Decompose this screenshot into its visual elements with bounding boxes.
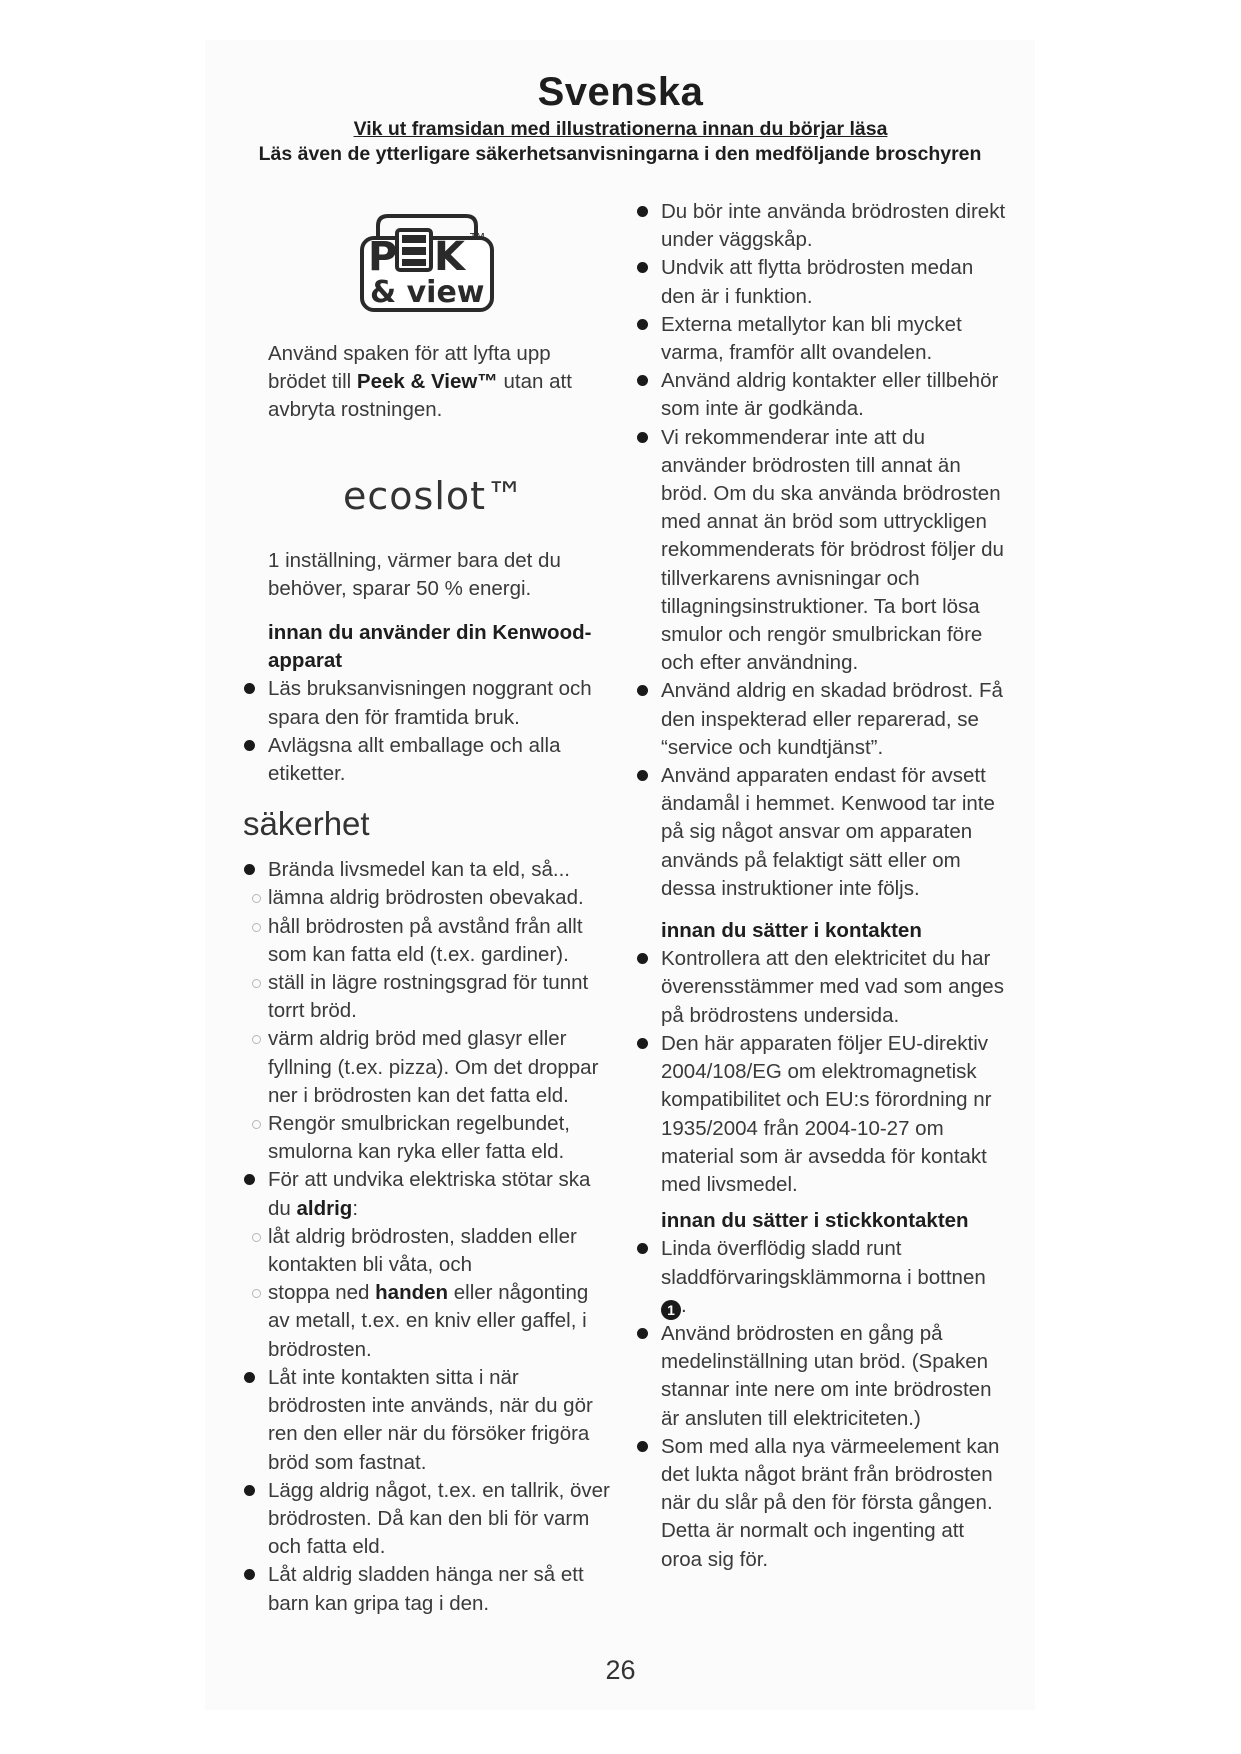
plug-heading: innan du sätter i stickkontakten	[661, 1209, 969, 1233]
list-item: Lägg aldrig något, t.ex. en tallrik, över brödrosten. Då kan den bli för varm och fatta eld.	[268, 1477, 613, 1562]
connect-heading: innan du sätter i kontakten	[661, 919, 922, 943]
peek-view-logo	[356, 210, 498, 318]
list-item: Externa metallytor kan bli mycket varma, framför allt ovandelen.	[661, 311, 1006, 367]
list-item: Använd brödrosten en gång på medelinställning utan bröd. (Spaken stannar inte nere om inte brödrosten är ansluten till elektriciteten.)	[661, 1320, 1006, 1433]
sub-list-item: låt aldrig brödrosten, sladden eller kontakten bli våta, och	[268, 1223, 613, 1279]
sub-list-item: håll brödrosten på avstånd från allt som kan fatta eld (t.ex. gardiner).	[268, 913, 613, 969]
list-item: Använd apparaten endast för avsett ändamål i hemmet. Kenwood tar inte på sig något ansvar om apparaten används på felaktigt sätt eller om dessa instruktioner inte följs.	[661, 762, 1006, 903]
list-item: Avlägsna allt emballage och alla etiketter.	[268, 732, 613, 788]
figure-reference-badge: 1	[661, 1300, 681, 1320]
sub-list-item: stoppa ned handen eller någonting av metall, t.ex. en kniv eller gaffel, i brödrosten.	[268, 1279, 613, 1364]
svg-text:& view: & view	[370, 275, 485, 310]
before-use-list	[268, 675, 613, 788]
list-item: Använd aldrig en skadad brödrost. Få den inspekterad eller reparerad, se “service och kundtjänst”.	[661, 677, 1006, 762]
list-item: Kontrollera att den elektricitet du har överensstämmer med vad som anges på brödrostens undersida.	[661, 945, 1006, 1030]
list-item: Den här apparaten följer EU-direktiv 2004/108/EG om elektromagnetisk kompatibilitet och EU:s förordning nr 1935/2004 från 2004-10-27 om material som är avsedda för kontakt med livsmedel.	[661, 1030, 1006, 1199]
subtitle-instruction: Vik ut framsidan med illustrationerna innan du börjar läsa	[353, 118, 888, 140]
ecoslot-logo: ecoslot™	[343, 474, 526, 518]
plug-list	[661, 1235, 1006, 1573]
list-item: Linda överflödig sladd runt sladdförvaringsklämmorna i bottnen 1 .	[661, 1235, 1006, 1320]
peek-view-description: Använd spaken för att lyfta upp brödet till Peek & View™ utan att avbryta rostningen.	[268, 342, 572, 422]
list-item: Låt aldrig sladden hänga ner så ett barn kan gripa tag i den.	[268, 1561, 613, 1617]
svg-text:P: P	[368, 234, 398, 280]
svg-text:TM: TM	[470, 232, 485, 243]
safety-heading: säkerhet	[243, 805, 370, 843]
sub-list-item: ställ in lägre rostningsgrad för tunnt torrt bröd.	[268, 969, 613, 1025]
list-item: För att undvika elektriska stötar ska du aldrig:	[268, 1166, 613, 1222]
ecoslot-description: 1 inställning, värmer bara det du behöver, sparar 50 % energi.	[268, 548, 561, 600]
list-item: Du bör inte använda brödrosten direkt under väggskåp.	[661, 198, 1006, 254]
safety-list-continued	[661, 198, 1006, 903]
before-use-heading: innan du använder din Kenwood-apparat	[268, 621, 592, 673]
subtitle-safety-note: Läs även de ytterligare säkerhetsanvisningarna i den medföljande broschyren	[258, 143, 982, 165]
safety-list	[268, 856, 613, 1617]
list-item: Använd aldrig kontakter eller tillbehör som inte är godkända.	[661, 367, 1006, 423]
sub-list-item: värm aldrig bröd med glasyr eller fyllning (t.ex. pizza). Om det droppar ner i brödrosten kan det fatta eld.	[268, 1025, 613, 1110]
sub-list-item: Rengör smulbrickan regelbundet, smulorna kan ryka eller fatta eld.	[268, 1110, 613, 1166]
connect-list	[661, 945, 1006, 1199]
left-column	[243, 340, 613, 1618]
list-item: Läs bruksanvisningen noggrant och spara den för framtida bruk.	[268, 675, 613, 731]
page-title: Svenska	[537, 70, 704, 114]
list-item: Brända livsmedel kan ta eld, så...	[268, 856, 613, 884]
list-item: Undvik att flytta brödrosten medan den är i funktion.	[661, 254, 1006, 310]
list-item: Låt inte kontakten sitta i när brödrosten inte används, när du gör ren den eller när du försöker frigöra bröd som fastnat.	[268, 1364, 613, 1477]
list-item: Som med alla nya värmeelement kan det lukta något bränt från brödrosten när du slår på den för första gången. Detta är normalt och ingenting att oroa sig för.	[661, 1433, 1006, 1574]
page-number: 26	[605, 1655, 636, 1685]
svg-text:K: K	[434, 234, 465, 280]
sub-list-item: lämna aldrig brödrosten obevakad.	[268, 884, 613, 912]
right-column	[661, 198, 1006, 1574]
list-item: Vi rekommenderar inte att du använder brödrosten till annat än bröd. Om du ska använda brödrosten med annat än bröd som uttryckligen rekommenderats för brödrost följer du tillverkarens avnisningar och tillagningsinstruktioner. Ta bort lösa smulor och rengör smulbrickan före och efter användning.	[661, 424, 1006, 678]
